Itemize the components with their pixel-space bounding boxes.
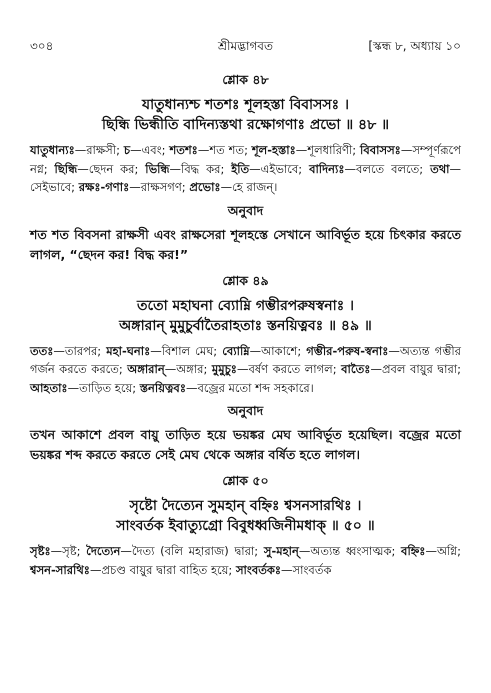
synonym-word: শতশঃ <box>169 143 198 157</box>
synonym-meaning: প্রচণ্ড বায়ুর দ্বারা বাহিত হয়ে; <box>101 562 236 577</box>
synonym-meaning: সম্পূর্ণরূপে নগ্ন; <box>30 143 461 176</box>
synonym-meaning: সৃষ্ট; <box>62 544 87 558</box>
synonym-meaning: আকাশে; <box>261 343 307 358</box>
synonym-meaning: বর্ষণ করতে লাগল; <box>248 362 342 376</box>
translation-heading: অনুবাদ <box>227 202 264 218</box>
verse-text <box>30 95 461 135</box>
translation-heading: অনুবাদ <box>227 403 264 418</box>
verse-line: ছিন্ধি ভিন্ধীতি বাদিন্যস্তথা রক্ষোগণাঃ প্রভো ॥ ৪৮ ॥ <box>101 117 390 133</box>
verse-heading: শ্লোক ৫০ <box>222 473 269 488</box>
synonym-word: চ <box>123 143 131 157</box>
synonym-word: ব্যোম্নি <box>222 343 250 358</box>
synonym-word: বাতৈঃ <box>341 362 371 376</box>
verse-text <box>30 296 461 336</box>
synonym-meaning: এইভাবে; <box>260 161 310 176</box>
verse-line: সাংবর্তক ইবাত্যুগ্রো বিবুধধ্বজিনীমধাক্ ॥ ৫০ ॥ <box>116 518 375 534</box>
synonym-word: সু-মহান্ <box>263 544 299 558</box>
verse-heading: শ্লোক ৪৮ <box>222 72 269 87</box>
synonym-meaning: অগ্নি; <box>436 544 461 558</box>
synonym-word: সৃষ্টঃ <box>30 544 51 558</box>
translation-text: শত শত বিবসনা রাক্ষসী এবং রাক্ষসেরা শূলহস্তে সেখানে আবির্ভূত হয়ে চিৎকার করতে লাগল, “ছেদন কর! বিদ্ধ কর!” <box>30 226 461 262</box>
synonym-meaning: শূলধারিণী; <box>307 143 361 157</box>
synonym-meaning: তারপর; <box>64 343 107 358</box>
synonym-word: যাতুধান্যঃ <box>30 143 75 157</box>
synonyms: ততঃ—তারপর; মহা-ঘনাঃ—বিশাল মেঘ; ব্যোম্নি—আকাশে; গম্ভীর-পরুষ-স্বনাঃ—অত্যন্ত গম্ভীর গর্জন করতে করতে; অঙ্গারান্—অঙ্গার; মুমুচুঃ—বর্ষণ করতে লাগল; বাতৈঃ—প্রবল বায়ুর দ্বারা; আহতাঃ—তাড়িত হয়ে; স্তনয়িত্নবঃ—বজ্রের মতো শব্দ সহকারে। <box>30 343 462 395</box>
verse-heading: শ্লোক ৪৯ <box>222 272 269 288</box>
synonym-meaning: অত্যন্ত গম্ভীর গর্জন করতে করতে; <box>30 343 461 376</box>
verse-line: সৃষ্টো দৈত্যেন সুমহান্ বহ্নিঃ শ্বসনসারথিঃ । <box>129 498 362 514</box>
synonym-meaning: বিশাল মেঘ; <box>161 343 223 358</box>
synonym-word: ছিন্ধি <box>54 161 78 176</box>
synonym-word: বিবাসসঃ <box>360 143 401 157</box>
synonym-meaning: সাংবর্তক <box>292 562 332 577</box>
synonym-word: বহ্নিঃ <box>401 544 426 558</box>
synonym-meaning: বিদ্ধ কর; <box>181 161 232 176</box>
verse-line: যাতুধান্যশ্চ শতশঃ শূলহস্তা বিবাসসঃ । <box>142 97 349 113</box>
synonym-word: তথা <box>430 161 450 176</box>
page-content <box>30 66 461 585</box>
synonym-word: শূল-হস্তাঃ <box>251 143 296 157</box>
synonyms: যাতুধান্যঃ—রাক্ষসী; চ—এবং; শতশঃ—শত শত; শূল-হস্তাঃ—শূলধারিণী; বিবাসসঃ—সম্পূর্ণরূপে নগ্ন; ছিন্ধি—ছেদন কর; ভিন্ধি—বিদ্ধ কর; ইতি—এইভাবে; বাদিন্যঃ—বলতে বলতে; তথা—সেইভাবে; রক্ষঃ-গণাঃ—রাক্ষসগণ; প্রভোঃ—হে রাজন্। <box>30 143 461 194</box>
synonym-meaning: এবং; <box>141 143 170 157</box>
synonym-meaning: বজ্রের মতো শব্দ সহকারে। <box>197 380 314 395</box>
synonym-meaning: ছেদন কর; <box>88 161 146 176</box>
chapter-location: [স্কন্ধ ৮, অধ্যায় ১০ <box>368 39 461 53</box>
book-title: শ্রীমদ্ভাগবত <box>217 39 273 53</box>
synonym-meaning: অঙ্গার; <box>176 362 212 376</box>
synonym-meaning: রাক্ষসী; <box>86 143 124 157</box>
synonym-meaning: রাক্ষসগণ; <box>140 180 190 194</box>
verse-text <box>30 496 461 536</box>
synonym-meaning: তাড়িত হয়ে; <box>79 380 140 395</box>
synonym-word: স্তনয়িত্নবঃ <box>139 380 186 395</box>
synonym-word: রক্ষঃ-গণাঃ <box>78 180 130 194</box>
synonym-word: ভিন্ধি <box>145 161 170 176</box>
page-number: ৩০৪ <box>30 39 54 53</box>
synonym-word: সাংবর্তকঃ <box>235 562 282 577</box>
synonym-word: শ্বসন-সারথিঃ <box>30 562 90 577</box>
synonym-word: মহা-ঘনাঃ <box>106 343 151 358</box>
synonym-meaning: দৈত্য (বলি মহারাজ) দ্বারা; <box>131 544 264 558</box>
synonym-word: অঙ্গারান্ <box>127 362 165 376</box>
synonym-word: মুমুচুঃ <box>211 362 237 376</box>
verse-line: ততো মহাঘনা ব্যোম্নি গম্ভীরপরুষস্বনাঃ । <box>136 297 355 314</box>
synonym-meaning: প্রবল বায়ুর দ্বারা; <box>381 362 462 376</box>
synonym-meaning: হে রাজন্। <box>232 180 278 194</box>
synonym-word: দৈত্যেন <box>86 544 121 558</box>
synonym-meaning: সেইভাবে; <box>30 180 79 194</box>
synonym-word: ইতি <box>231 161 250 176</box>
synonym-word: আহতাঃ <box>30 380 68 395</box>
synonym-word: ততঃ <box>30 343 54 358</box>
synonym-meaning: অত্যন্ত ধ্বংসাত্মক; <box>310 544 402 558</box>
translation-text: তখন আকাশে প্রবল বায়ু তাড়িত হয়ে ভয়ঙ্কর মেঘ আবির্ভূত হয়েছিল। বজ্রের মতো ভয়ঙ্কর শব্দ করতে করতে সেই মেঘ থেকে অঙ্গার বর্ষিত হতে লাগল। <box>30 427 461 462</box>
synonym-word: বাদিন্যঃ <box>309 161 345 176</box>
synonyms: সৃষ্টঃ—সৃষ্ট; দৈত্যেন—দৈত্য (বলি মহারাজ) দ্বারা; সু-মহান্—অত্যন্ত ধ্বংসাত্মক; বহ্নিঃ—অগ্নি; শ্বসন-সারথিঃ—প্রচণ্ড বায়ুর দ্বারা বাহিত হয়ে; সাংবর্তকঃ—সাংবর্তক <box>30 544 461 577</box>
synonym-meaning: বলতে বলতে; <box>355 161 431 176</box>
synonym-word: প্রভোঃ <box>189 180 221 194</box>
page-header <box>30 38 461 56</box>
synonym-word: গম্ভীর-পরুষ-স্বনাঃ <box>306 343 389 358</box>
synonym-meaning: শত শত; <box>209 143 252 157</box>
verse-line: অঙ্গারান্ মুমুচুর্বাতৈরাহতাঃ স্তনয়িত্নবঃ ॥ ৪৯ ॥ <box>119 317 372 334</box>
